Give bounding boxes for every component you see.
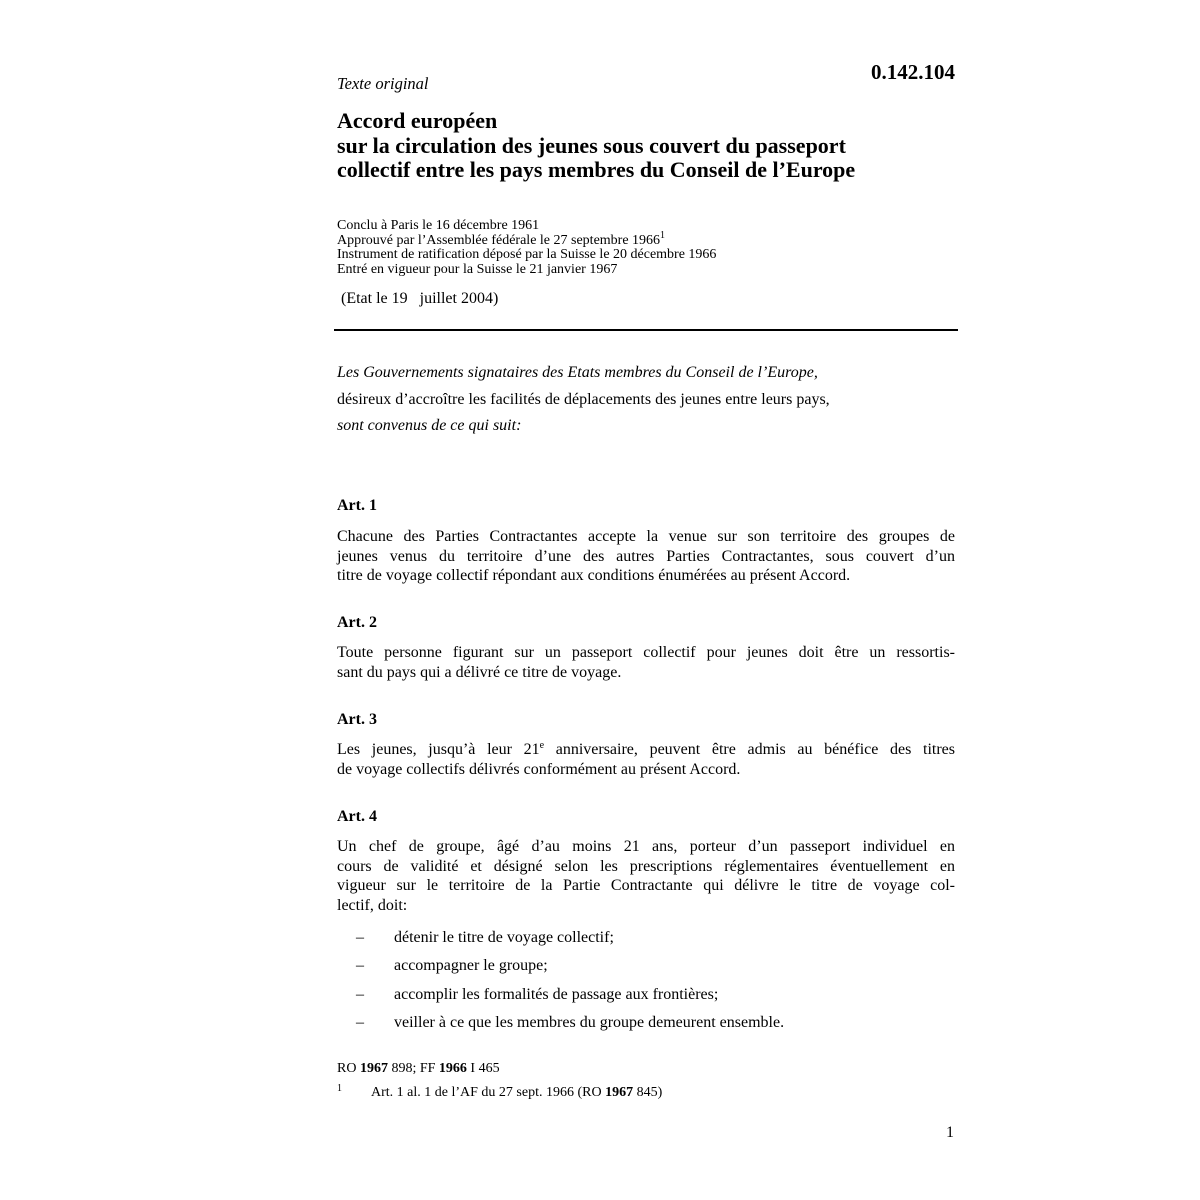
meta-instrument: Instrument de ratification déposé par la Suisse le 20 décembre 1966 bbox=[337, 247, 717, 263]
footnote-year: 1967 bbox=[605, 1085, 634, 1100]
article-4-title: Art. 4 bbox=[337, 808, 377, 825]
dash-bullet: – bbox=[356, 929, 364, 946]
article-2-text bbox=[337, 643, 955, 682]
ro-year: 1967 bbox=[359, 1061, 388, 1076]
ff-year: 1966 bbox=[438, 1061, 467, 1076]
article-4-list bbox=[356, 924, 784, 1037]
dash-bullet: – bbox=[356, 957, 364, 975]
texte-original-label: Texte original bbox=[337, 74, 429, 93]
list-item bbox=[356, 1009, 784, 1037]
publication-reference bbox=[337, 1059, 662, 1079]
list-item bbox=[356, 952, 784, 980]
article-line: lectif, doit: bbox=[337, 896, 408, 914]
article-line: Chacune des Parties Contractantes accepte la venue sur son territoire des groupes de bbox=[337, 528, 955, 545]
article-line: vigueur sur le territoire de la Partie Contractante qui délivre le titre de voyage col- bbox=[337, 877, 955, 894]
footnotes bbox=[337, 1059, 662, 1103]
document-title bbox=[337, 109, 977, 183]
list-item bbox=[356, 924, 784, 952]
list-item-text: accompagner le groupe; bbox=[394, 957, 548, 975]
preamble-line: désireux d’accroître les facilités de déplacements des jeunes entre leurs pays, bbox=[337, 390, 830, 408]
meta-entree: Entré en vigueur pour la Suisse le 21 janvier 1967 bbox=[337, 261, 618, 277]
title-line: collectif entre les pays membres du Conseil de l’Europe bbox=[337, 157, 856, 182]
article-line: jeunes venus du territoire d’une des autres Parties Contractantes, sous couvert d’un bbox=[337, 547, 955, 565]
footnote-number: 1 bbox=[337, 1083, 342, 1094]
article-2-title: Art. 2 bbox=[337, 614, 377, 631]
article-3-text bbox=[337, 740, 955, 779]
article-line: cours de validité et désigné selon les prescriptions réglementaires éventuellement en bbox=[337, 857, 955, 875]
meta-approuve-text: Approuvé par l’Assemblée fédérale le 27 septembre 1966 bbox=[337, 232, 661, 248]
article-line bbox=[337, 740, 955, 760]
footnote-text: Art. 1 al. 1 de l’AF du 27 sept. 1966 (RO bbox=[371, 1085, 606, 1100]
list-item-text: veiller à ce que les membres du groupe demeurent ensemble. bbox=[394, 1013, 785, 1031]
document-metadata bbox=[337, 219, 716, 277]
title-line: Accord européen bbox=[337, 108, 498, 133]
preamble-line: sont convenus de ce qui suit: bbox=[337, 417, 522, 434]
meta-etat: (Etat le 19 juillet 2004) bbox=[341, 290, 499, 307]
footnote-text-end: 845) bbox=[633, 1085, 663, 1100]
preamble-line: Les Gouvernements signataires des Etats membres du Conseil de l’Europe, bbox=[337, 364, 818, 381]
article-1-title: Art. 1 bbox=[337, 497, 377, 514]
list-item-text: accomplir les formalités de passage aux frontières; bbox=[394, 985, 719, 1003]
article-line: Un chef de groupe, âgé d’au moins 21 ans, porteur d’un passeport individuel en bbox=[337, 838, 955, 855]
ro-prefix: RO bbox=[337, 1061, 360, 1076]
article-line: titre de voyage collectif répondant aux conditions énumérées au présent Accord. bbox=[337, 567, 851, 584]
header-divider bbox=[334, 329, 958, 331]
meta-conclu: Conclu à Paris le 16 décembre 1961 bbox=[337, 218, 540, 233]
ff-page: I 465 bbox=[466, 1061, 500, 1076]
list-item bbox=[356, 981, 784, 1009]
rs-number: 0.142.104 bbox=[871, 60, 955, 84]
article-3-title: Art. 3 bbox=[337, 711, 377, 728]
ordinal-suffix: e bbox=[539, 740, 545, 751]
article-line: Toute personne figurant sur un passeport collectif pour jeunes doit être un ressortis- bbox=[337, 644, 955, 661]
article-1-text bbox=[337, 527, 955, 586]
article-line-part: anniversaire, peuvent être admis au bénéfice des titres bbox=[544, 741, 955, 758]
article-line-part: Les jeunes, jusqu’à leur 21 bbox=[337, 741, 540, 758]
dash-bullet: – bbox=[356, 985, 364, 1003]
article-line: de voyage collectifs délivrés conformément au présent Accord. bbox=[337, 760, 741, 778]
article-line: sant du pays qui a délivré ce titre de voyage. bbox=[337, 663, 622, 681]
footnote-1 bbox=[337, 1079, 662, 1103]
article-4-text bbox=[337, 837, 955, 915]
preamble bbox=[337, 360, 830, 440]
title-line: sur la circulation des jeunes sous couvert du passeport bbox=[337, 132, 846, 158]
page-number: 1 bbox=[946, 1124, 954, 1141]
dash-bullet: – bbox=[356, 1013, 364, 1031]
list-item-text: détenir le titre de voyage collectif; bbox=[394, 929, 614, 946]
ro-page: 898; FF bbox=[387, 1061, 439, 1076]
meta-approuve bbox=[337, 229, 716, 249]
footnote-ref[interactable]: 1 bbox=[660, 229, 666, 241]
